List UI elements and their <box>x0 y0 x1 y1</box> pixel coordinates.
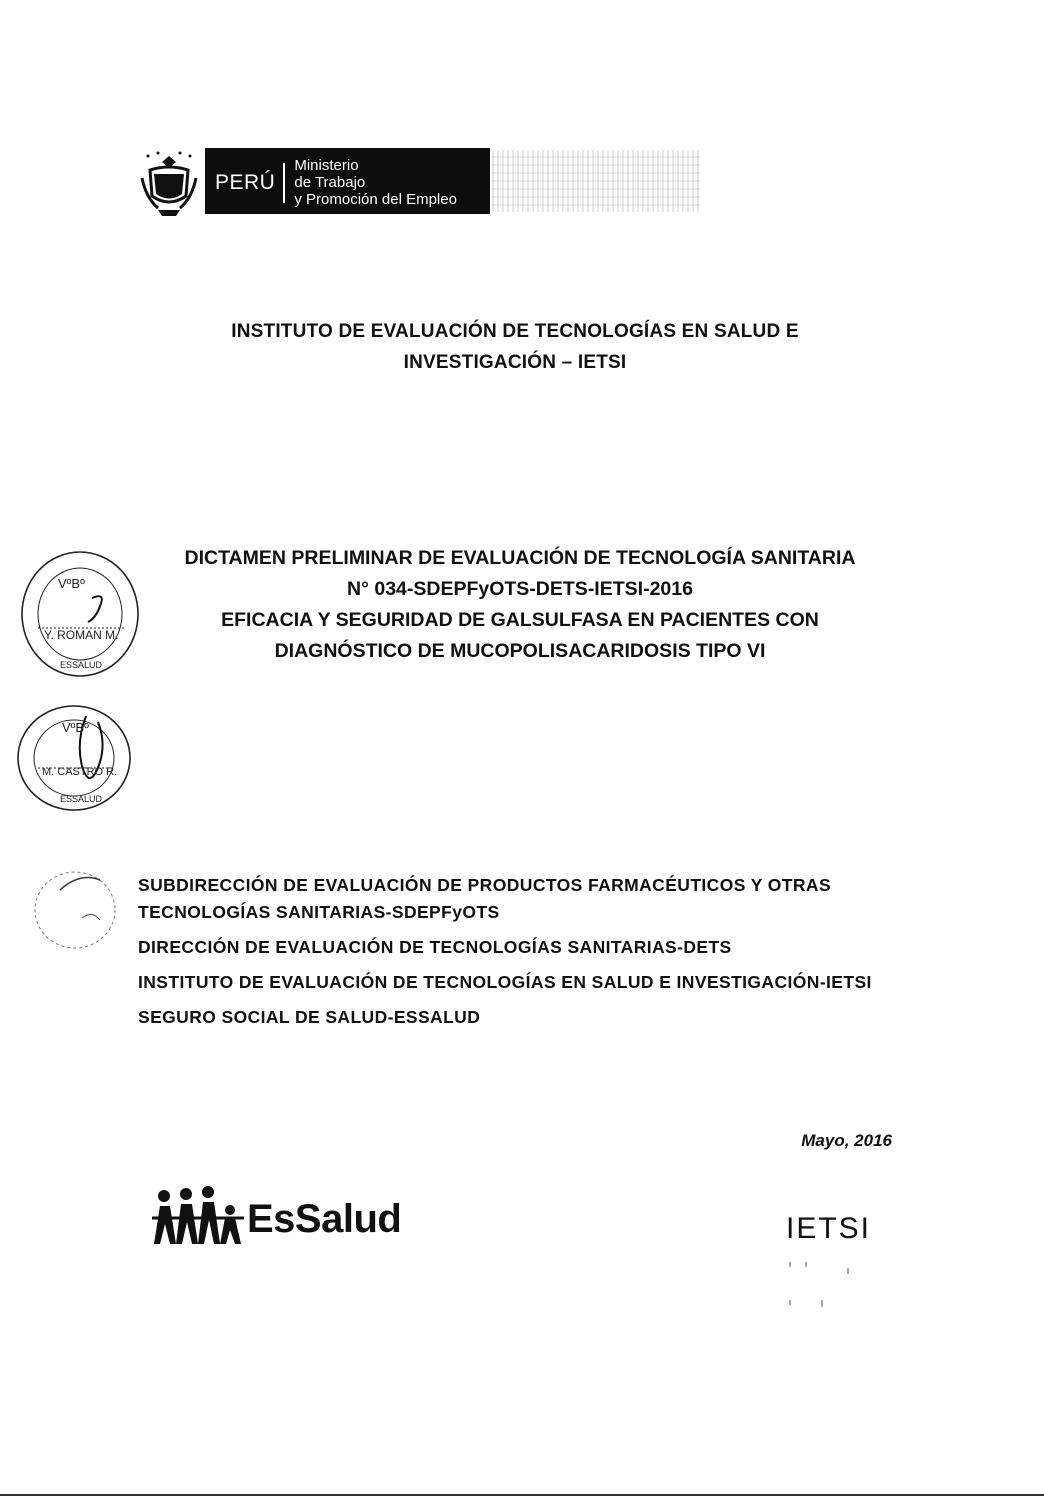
stamp-vb: VºBº <box>62 720 89 735</box>
unit-item: INSTITUTO DE EVALUACIÓN DE TECNOLOGÍAS EN SALUD E INVESTIGACIÓN-IETSI <box>138 972 872 992</box>
approval-stamp-roman <box>20 548 142 678</box>
faint-stamp-icon <box>30 862 125 952</box>
country-name: PERÚ <box>205 163 285 203</box>
stamp-bottom: ESSALUD <box>60 660 103 670</box>
family-figures-icon <box>150 1184 245 1246</box>
document-date: Mayo, 2016 <box>801 1131 892 1150</box>
stamp-signer: M. CASTRO R. <box>42 766 118 778</box>
stamp-vb: VºBº <box>58 576 85 591</box>
ietsi-wordmark: IETSI <box>786 1212 872 1245</box>
institute-title: INSTITUTO DE EVALUACIÓN DE TECNOLOGÍAS EN SALUD E INVESTIGACIÓN – IETSI <box>231 321 799 373</box>
stamp-seal-icon <box>20 548 142 678</box>
ministry-logo <box>205 148 490 214</box>
essalud-logo <box>150 1180 401 1250</box>
peru-coat-of-arms-icon <box>138 148 200 218</box>
stamp-bottom: ESSALUD <box>60 794 103 804</box>
unit-item: SUBDIRECCIÓN DE EVALUACIÓN DE PRODUCTOS FARMACÉUTICOS Y OTRAS TECNOLOGÍAS SANITARIAS-SDEPFyOTS <box>138 875 832 922</box>
responsible-units <box>138 872 908 1039</box>
scan-noise-strip <box>492 150 700 212</box>
essalud-wordmark: EsSalud <box>247 1196 402 1241</box>
unit-item: DIRECCIÓN DE EVALUACIÓN DE TECNOLOGÍAS SANITARIAS-DETS <box>138 937 732 957</box>
ietsi-logo-marks-icon <box>786 1262 856 1312</box>
dictamen-title: DICTAMEN PRELIMINAR DE EVALUACIÓN DE TECNOLOGÍA SANITARIA N° 034-SDEPFyOTS-DETS-IETSI-2016 EFICACIA Y SEGURIDAD DE GALSULFASA EN PACIENTES CON DIAGNÓSTICO DE MUCOPOLISACARIDOSIS TIPO VI <box>184 547 856 662</box>
ministry-name: Ministerio de Trabajo y Promoción del Empleo <box>294 156 457 208</box>
scan-edge-line <box>0 1494 1044 1496</box>
approval-stamp-castro <box>16 702 136 814</box>
stamp-signer: Y. ROMAN M. <box>44 628 119 642</box>
unit-item: SEGURO SOCIAL DE SALUD-ESSALUD <box>138 1007 481 1027</box>
